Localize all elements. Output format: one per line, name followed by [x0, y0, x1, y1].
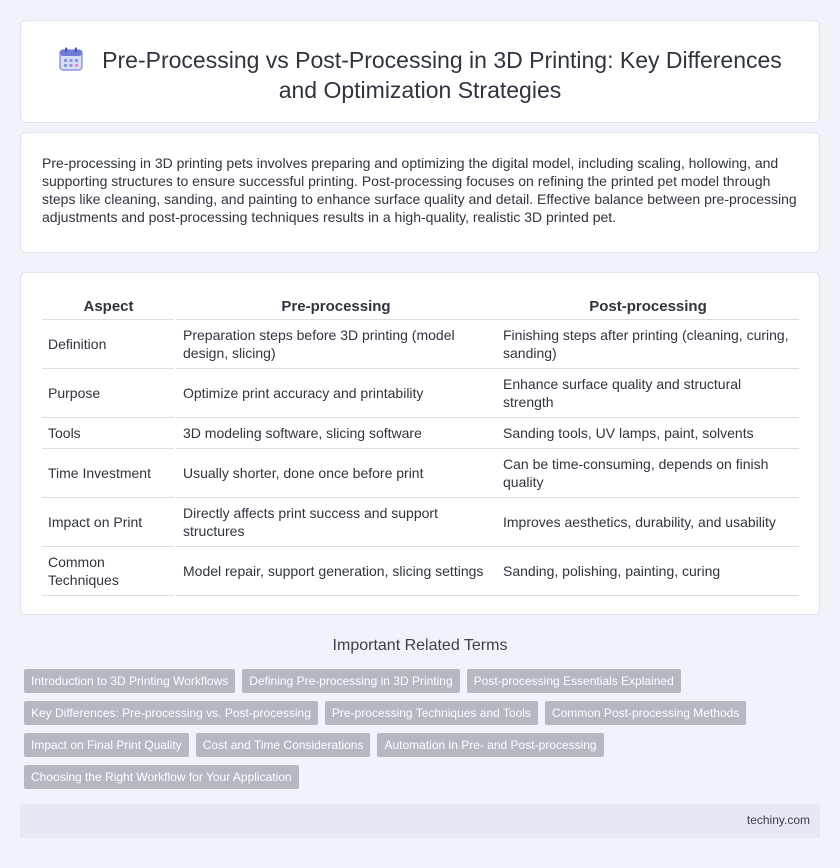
- table-cell-aspect: Tools: [42, 417, 175, 448]
- table-row: [42, 546, 799, 595]
- table-cell-pre: Usually shorter, done once before print: [175, 448, 496, 497]
- related-term-tag[interactable]: Introduction to 3D Printing Workflows: [24, 669, 235, 693]
- table-cell-aspect: Common Techniques: [42, 546, 175, 595]
- related-term-tag[interactable]: Pre-processing Techniques and Tools: [325, 701, 538, 725]
- calendar-icon: [58, 46, 84, 72]
- table-row: [42, 497, 799, 546]
- title-wrap: [21, 45, 819, 105]
- table-cell-aspect: Time Investment: [42, 448, 175, 497]
- header-pre-processing: Pre-processing: [175, 295, 496, 319]
- footer: [20, 804, 820, 838]
- table-cell-pre: Preparation steps before 3D printing (model design, slicing): [175, 319, 496, 368]
- table-cell-aspect: Purpose: [42, 368, 175, 417]
- related-term-tag[interactable]: Post-processing Essentials Explained: [467, 669, 681, 693]
- table-header-row: [42, 295, 799, 319]
- related-term-tag[interactable]: Impact on Final Print Quality: [24, 733, 189, 757]
- table-cell-post: Enhance surface quality and structural strength: [496, 368, 799, 417]
- header-aspect: Aspect: [42, 295, 175, 319]
- table-cell-post: Improves aesthetics, durability, and usability: [496, 497, 799, 546]
- table-cell-pre: 3D modeling software, slicing software: [175, 417, 496, 448]
- comparison-table-card: [20, 272, 820, 615]
- table-cell-post: Sanding, polishing, painting, curing: [496, 546, 799, 595]
- table-row: [42, 319, 799, 368]
- related-term-tag[interactable]: Choosing the Right Workflow for Your Application: [24, 765, 299, 789]
- related-terms-list: [24, 669, 784, 789]
- title-card: [20, 20, 820, 123]
- table-cell-pre: Optimize print accuracy and printability: [175, 368, 496, 417]
- page-title: Pre-Processing vs Post-Processing in 3D Printing: Key Differences and Optimization Strategies: [102, 47, 782, 103]
- related-term-tag[interactable]: Defining Pre-processing in 3D Printing: [242, 669, 459, 693]
- related-term-tag[interactable]: Cost and Time Considerations: [196, 733, 371, 757]
- table-cell-aspect: Impact on Print: [42, 497, 175, 546]
- table-cell-post: Sanding tools, UV lamps, paint, solvents: [496, 417, 799, 448]
- table-row: [42, 417, 799, 448]
- intro-card: [20, 132, 820, 253]
- table-cell-post: Can be time-consuming, depends on finish quality: [496, 448, 799, 497]
- header-post-processing: Post-processing: [496, 295, 799, 319]
- table-row: [42, 448, 799, 497]
- related-terms-heading: Important Related Terms: [332, 637, 508, 654]
- comparison-table: [42, 295, 799, 596]
- table-cell-pre: Directly affects print success and support structures: [175, 497, 496, 546]
- table-cell-post: Finishing steps after printing (cleaning, curing, sanding): [496, 319, 799, 368]
- related-term-tag[interactable]: Common Post-processing Methods: [545, 701, 746, 725]
- table-cell-pre: Model repair, support generation, slicing settings: [175, 546, 496, 595]
- table-row: [42, 368, 799, 417]
- table-cell-aspect: Definition: [42, 319, 175, 368]
- footer-site-link[interactable]: techiny.com: [746, 813, 810, 827]
- related-term-tag[interactable]: Automation in Pre- and Post-processing: [377, 733, 603, 757]
- related-term-tag[interactable]: Key Differences: Pre-processing vs. Post-processing: [24, 701, 318, 725]
- intro-paragraph: Pre-processing in 3D printing pets involves preparing and optimizing the digital model, including scaling, hollowing, and supporting structures to ensure successful printing. Post-processing focuses on refining the printed pet model through steps like cleaning, sanding, and painting to enhance surface quality and detail. Effective balance between pre-processing adjustments and post-processing techniques results in a high-quality, realistic 3D printed pet.: [42, 155, 797, 225]
